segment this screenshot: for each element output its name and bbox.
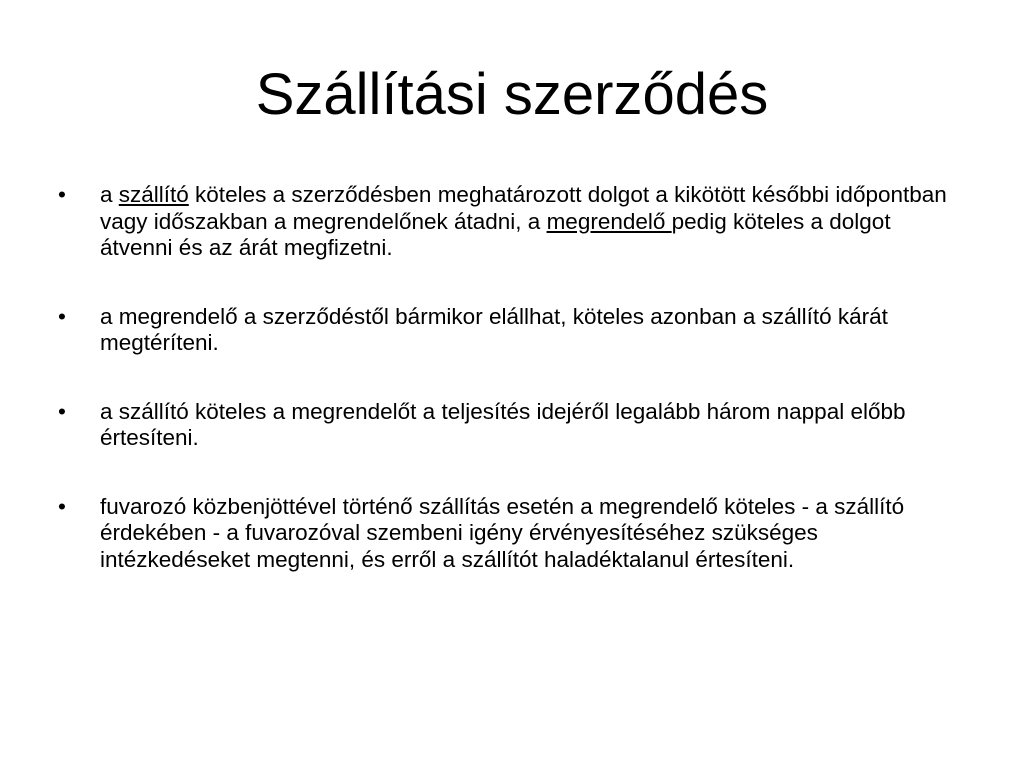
text-fragment: köteles a szerződésben meghatározott dolgot a kikötött későbbi időpontban vagy időszakban a megrendelőnek átadni, a — [100, 182, 947, 234]
text-fragment: pedig köteles a dolgot átvenni és az árát megfizetni. — [100, 208, 891, 260]
bullet-text: fuvarozó közbenjöttével történő szállítás esetén a megrendelő köteles - a szállító érdekében - a fuvarozóval szembeni igény érvényesítéséhez szükséges intézkedéseket megtenni, és erről a szállítót haladéktalanul értesíteni. — [100, 493, 905, 572]
slide-title: Szállítási szerződés — [255, 62, 769, 127]
bullet-item-3 — [56, 399, 956, 452]
underlined-term-megrendelo: megrendelő — [546, 208, 672, 234]
underlined-term-szallito: szállító — [118, 182, 189, 207]
bullet-item-4 — [56, 494, 956, 574]
bullet-text: a megrendelő a szerződéstől bármikor elállhat, köteles azonban a szállító kárát megtéríteni. — [100, 303, 888, 355]
bullet-marker: • — [58, 182, 66, 207]
bullet-list — [56, 182, 956, 615]
text-fragment: a — [100, 182, 119, 207]
bullet-item-2 — [56, 304, 956, 357]
bullet-item-1 — [56, 182, 956, 262]
bullet-text — [100, 182, 947, 260]
bullet-marker: • — [58, 493, 66, 519]
bullet-marker: • — [58, 303, 66, 329]
bullet-marker: • — [58, 398, 66, 424]
bullet-text: a szállító köteles a megrendelőt a teljesítés idejéről legalább három nappal előbb értesíteni. — [100, 398, 906, 450]
